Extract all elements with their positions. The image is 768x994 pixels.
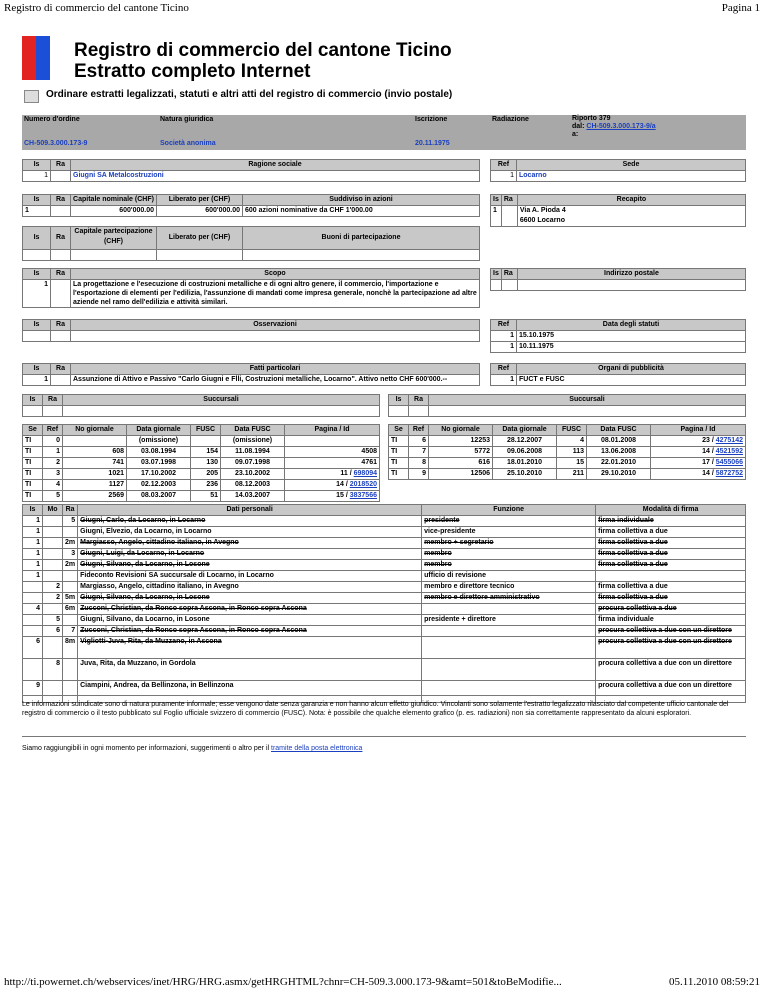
page-title: Registro di commercio del cantone Ticino Estratto completo Internet — [74, 40, 452, 82]
legal-form: Società anonima — [160, 140, 216, 147]
company-name-table: Is Ra Ragione sociale 1 Giugni SA Metalcostruzioni — [22, 159, 480, 182]
journal-row: TI 2 741 03.07.1998 130 09.07.1998 4761 — [23, 458, 380, 469]
journal-left-table: Se Ref No giornale Data giornale FUSC Data FUSC Pagina / Id TI 0 (omissione) (omissione) TI 1 608 03.08.1994 154 11.08.1994 4508 TI 2 741 03.07.1998 130 09.07.1998 4761 TI 3 1021 17.10.2002 205 23.10.2002 11 / 698094 TI 4 1127 02.12.2003 236 08.12.2003 14 / 2018520 TI 5 2569 08.03.2007 51 14.03.2007 15 / 3837566 — [22, 424, 380, 502]
person-row: 1 3 Giugni, Luigi, da Locarno, in Locarno membro firma collettiva a due — [23, 549, 746, 560]
seat-value: Locarno — [517, 171, 746, 182]
person-row: 4 6m Zucconi, Christian, da Ronco sopra Ascona, in Ronco sopra Ascona procura collettiva a due — [23, 604, 746, 615]
footer-datetime: 05.11.2010 08:59:21 — [669, 976, 760, 988]
person-row: 9 Ciampini, Andrea, da Bellinzona, in Bellinzona procura collettiva a due con un direttore — [23, 681, 746, 703]
company-name: Giugni SA Metalcostruzioni — [71, 171, 480, 182]
journal-row: TI 1 608 03.08.1994 154 11.08.1994 4508 — [23, 447, 380, 458]
person-row: 6 7 Zucconi, Christian, da Ronco sopra Ascona, in Ronco sopra Ascona procura collettiva a due con un direttore — [23, 626, 746, 637]
person-row: 2 Margiasso, Angelo, cittadino italiano, in Avegno membro e direttore tecnico firma collettiva a due — [23, 582, 746, 593]
page-number: Pagina 1 — [721, 2, 760, 14]
fusc-id-link[interactable]: 4521592 — [715, 448, 743, 455]
purpose-text: La progettazione e l'esecuzione di costruzioni metalliche e di ogni altro genere, il commercio, l'importazione e l'esportazione di elementi per l'edilizia, l'assunzione di mandati come impresa generale, nonchè la partecipazione ad altre aziende nel ramo dell'edilizia e attività similari. — [71, 280, 480, 308]
journal-row: TI 9 12506 25.10.2010 211 29.10.2010 14 / 5872752 — [389, 469, 746, 480]
fusc-id-link[interactable]: 698094 — [353, 470, 377, 477]
statutes-table: Ref Data degli statuti 1 15.10.1975 1 10.11.1975 — [490, 319, 746, 353]
person-row: 1 Giugni, Elvezio, da Locarno, in Locarno vice-presidente firma collettiva a due — [23, 527, 746, 538]
branches-right-table: Is Ra Succursali — [388, 394, 746, 417]
purpose-table: Is Ra Scopo 1 La progettazione e l'esecuzione di costruzioni metalliche e di ogni altro genere, il commercio, l'importazione e l'esportazione di elementi per l'edilizia, l'assunzione di mandati come impresa generale, nonchè la partecipazione ad altre aziende nel ramo dell'edilizia e attività similari. — [22, 268, 480, 308]
person-row: 1 5 Giugni, Carlo, da Locarno, in Locarno presidente firma individuale — [23, 516, 746, 527]
person-row: 5 Giugni, Silvano, da Locarno, in Losone presidente + direttore firma individuale — [23, 615, 746, 626]
postal-address-table: Is Ra Indirizzo postale — [490, 268, 746, 291]
fusc-id-link[interactable]: 3837566 — [349, 492, 377, 499]
footer-url: http://ti.powernet.ch/webservices/inet/HRG/HRG.asmx/getHRGHTML?chnr=CH-509.3.000.173-9&amt=501&toBeModifie... — [4, 976, 562, 988]
order-extracts-link[interactable]: Ordinare estratti legalizzati, statuti e altri atti del registro di commercio (invio postale) — [46, 89, 453, 100]
fusc-id-link[interactable]: 5872752 — [715, 470, 743, 477]
contact-line: Siamo raggiungibili in ogni momento per informazioni, suggerimenti o altro per il tramite della posta elettronica — [22, 745, 363, 752]
journal-row: TI 5 2569 08.03.2007 51 14.03.2007 15 / 3837566 — [23, 491, 380, 502]
journal-row: TI 4 1127 02.12.2003 236 08.12.2003 14 / 2018520 — [23, 480, 380, 491]
person-row: 1 2m Margiasso, Angelo, cittadino italiano, in Avegno membro + segretario firma collettiva a due — [23, 538, 746, 549]
fusc-id-link[interactable]: 5455066 — [715, 459, 743, 466]
fusc-id-link[interactable]: 2018520 — [349, 481, 377, 488]
persons-table: Is Mo Ra Dati personali Funzione Modalità di firma 1 5 Giugni, Carlo, da Locarno, in Locarno presidente firma individuale 1 Giugni, Elvezio, da Locarno, in Locarno vice-presidente firma collettiva a due 1 2m Margiasso, Angelo, cittadino italiano, in Avegno membro + segretario firma collettiva a due 1 3 Giugni, Luigi, da Locarno, in Locarno membro firma collettiva a due 1 2m Giugni, Silvano, da Locarno, in Losone membro firma collettiva a due 1 Fideconto Revisioni SA succursale di Locarno, in Locarno ufficio di revisione 2 Margiasso, Angelo, cittadino italiano, in Avegno membro e direttore tecnico firma collettiva a due 2 5m Giugni, Silvano, da Locarno, in Losone membro e direttore amministrativo firma collettiva a due 4 6m Zucconi, Christian, da Ronco sopra Ascona, in Ronco sopra Ascona procura collettiva a due 5 Giugni, Silvano, da Locarno, in Losone presidente + direttore firma individuale 6 7 Zucconi, Christian, da Ronco sopra Ascona, in Ronco sopra Ascona procura collettiva a due con un direttore 6 8m Vigliotti-Juva, Rita, da Muzzano, in Ascona procura collettiva a due con un direttore 8 Juva, Rita, da Muzzano, in Gordola procura collettiva a due con un direttore 9 Ciampini, Andrea, da Bellinzona, in Bellinzona procura collettiva a due con un direttore — [22, 504, 746, 703]
person-row: 1 2m Giugni, Silvano, da Locarno, in Losone membro firma collettiva a due — [23, 560, 746, 571]
registration-date: 20.11.1975 — [415, 140, 450, 147]
ticino-flag-logo — [22, 36, 50, 80]
riporto-link[interactable]: CH-509.3.000.173-9/a — [586, 123, 656, 130]
journal-right-table: Se Ref No giornale Data giornale FUSC Data FUSC Pagina / Id TI 6 12253 28.12.2007 4 08.01.2008 23 / 4275142 TI 7 5772 09.06.2008 113 13.06.2008 14 / 4521592 TI 8 616 18.01.2010 15 22.01.2010 17 / 5455066 TI 9 12506 25.10.2010 211 29.10.2010 14 / 5872752 — [388, 424, 746, 480]
address-table: Is Ra Recapito 1 Via A. Pioda 4 6600 Locarno — [490, 194, 746, 227]
publication-table: Ref Organi di pubblicità 1 FUCT e FUSC — [490, 363, 746, 386]
order-number: CH-509.3.000.173-9 — [24, 140, 88, 147]
person-row: 6 8m Vigliotti-Juva, Rita, da Muzzano, in Ascona procura collettiva a due con un direttore — [23, 637, 746, 659]
participation-table: Is Ra Capitale partecipazione (CHF) Liberato per (CHF) Buoni di partecipazione — [22, 226, 480, 261]
capital-table: Is Ra Capitale nominale (CHF) Liberato per (CHF) Suddiviso in azioni 1 600'000.00 600'000.00 600 azioni nominative da CHF 1'000.00 — [22, 194, 480, 217]
branches-left-table: Is Ra Succursali — [22, 394, 380, 417]
journal-row: TI 0 (omissione) (omissione) — [23, 436, 380, 447]
person-row: 8 Juva, Rita, da Muzzano, in Gordola procura collettiva a due con un direttore — [23, 659, 746, 681]
person-row: 1 Fideconto Revisioni SA succursale di Locarno, in Locarno ufficio di revisione — [23, 571, 746, 582]
journal-row: TI 8 616 18.01.2010 15 22.01.2010 17 / 5455066 — [389, 458, 746, 469]
browser-header-title: Registro di commercio del cantone Ticino — [4, 2, 189, 14]
journal-row: TI 7 5772 09.06.2008 113 13.06.2008 14 / 4521592 — [389, 447, 746, 458]
summary-table: Numero d'ordine Natura giuridica Iscrizione Radiazione Riporto 379 dal: CH-509.3.000.173-9/a a: CH-509.3.000.173-9 Società anonima 20.11.1975 — [22, 115, 746, 150]
email-link[interactable]: tramite della posta elettronica — [271, 745, 363, 752]
disclaimer: Le informazioni suindicate sono di natura puramente informale; esse vengono date senza garanzia e non hanno alcun effetto giuridico. Vincolanti sono solamente l'estratto legalizzato rilasciato dal competente ufficio cantonale del registro di commercio o il testo pubblicato sul Foglio ufficiale svizzero di commercio (FUSC). Nota: è possibile che qualche elemento grafico (p. es. radiazioni) non sia correttamente rappresentato da alcuni esploratori. — [22, 701, 729, 717]
facts-table: Is Ra Fatti particolari 1 Assunzione di Attivo e Passivo "Carlo Giugni e Flli, Costruzioni metalliche, Locarno". Attivo netto CHF 600'000.-- — [22, 363, 480, 386]
seat-table: Ref Sede 1 Locarno — [490, 159, 746, 182]
journal-row: TI 6 12253 28.12.2007 4 08.01.2008 23 / 4275142 — [389, 436, 746, 447]
remarks-table: Is Ra Osservazioni — [22, 319, 480, 342]
journal-row: TI 3 1021 17.10.2002 205 23.10.2002 11 / 698094 — [23, 469, 380, 480]
order-button-icon[interactable] — [24, 90, 39, 103]
fusc-id-link[interactable]: 4275142 — [715, 437, 743, 444]
person-row: 2 5m Giugni, Silvano, da Locarno, in Losone membro e direttore amministrativo firma collettiva a due — [23, 593, 746, 604]
